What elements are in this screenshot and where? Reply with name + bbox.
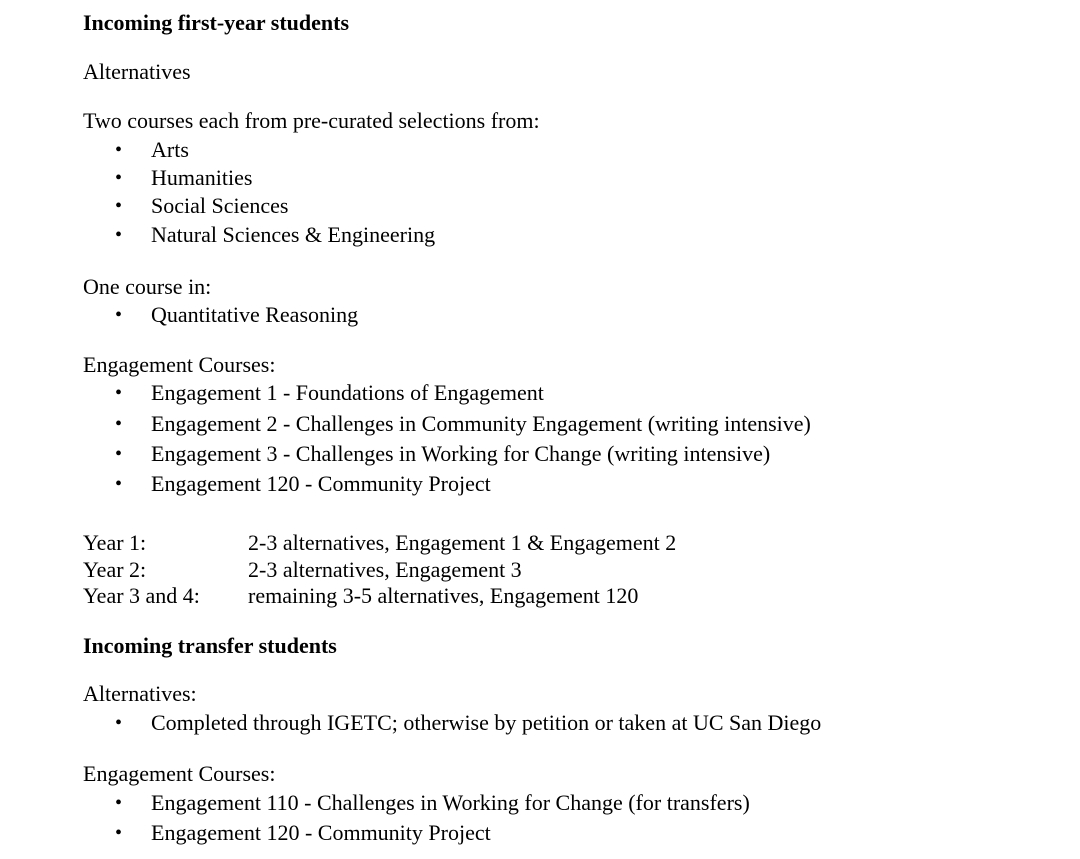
transfer-engagement-item-120: Engagement 120 - Community Project: [151, 820, 491, 845]
transfer-engagement-label: Engagement Courses:: [83, 761, 276, 786]
two-courses-intro: Two courses each from pre-curated selections from:: [83, 108, 540, 133]
area-item-natural-sciences: Natural Sciences & Engineering: [151, 222, 436, 247]
bullet-icon: •: [115, 382, 123, 404]
bullet-icon: •: [115, 139, 123, 161]
transfer-heading: Incoming transfer students: [83, 633, 337, 658]
first-year-heading: Incoming first-year students: [83, 10, 350, 35]
bullet-icon: •: [115, 224, 123, 246]
bullet-icon: •: [115, 822, 123, 844]
engagement-item-1: Engagement 1 - Foundations of Engagement: [151, 380, 544, 405]
area-item-arts: Arts: [151, 137, 189, 162]
bullet-icon: •: [115, 443, 123, 465]
schedule-year-plan: 2-3 alternatives, Engagement 3: [248, 557, 522, 582]
transfer-engagement-item-110: Engagement 110 - Challenges in Working for Change (for transfers): [151, 790, 750, 815]
schedule-year-plan: remaining 3-5 alternatives, Engagement 120: [248, 583, 639, 608]
transfer-alternatives-label: Alternatives:: [83, 681, 197, 706]
schedule-year-plan: 2-3 alternatives, Engagement 1 & Engagement 2: [248, 530, 677, 555]
schedule-year-label: Year 1:: [83, 530, 147, 555]
bullet-icon: •: [115, 712, 123, 734]
bullet-icon: •: [115, 413, 123, 435]
first-year-engagement-label: Engagement Courses:: [83, 352, 276, 377]
schedule-year-label: Year 3 and 4:: [83, 583, 200, 608]
schedule-year-label: Year 2:: [83, 557, 147, 582]
engagement-item-120: Engagement 120 - Community Project: [151, 471, 491, 496]
bullet-icon: •: [115, 473, 123, 495]
area-item-humanities: Humanities: [151, 165, 253, 190]
bullet-icon: •: [115, 304, 123, 326]
bullet-icon: •: [115, 167, 123, 189]
bullet-icon: •: [115, 195, 123, 217]
schedule-row: [83, 530, 983, 556]
quantitative-reasoning-item: Quantitative Reasoning: [151, 302, 359, 327]
schedule-row: [83, 583, 983, 609]
first-year-alternatives-label: Alternatives: [83, 59, 191, 84]
igetc-item: Completed through IGETC; otherwise by petition or taken at UC San Diego: [151, 710, 822, 735]
bullet-icon: •: [115, 792, 123, 814]
area-item-social-sciences: Social Sciences: [151, 193, 289, 218]
engagement-item-2: Engagement 2 - Challenges in Community Engagement (writing intensive): [151, 411, 811, 436]
engagement-item-3: Engagement 3 - Challenges in Working for Change (writing intensive): [151, 441, 771, 466]
one-course-intro: One course in:: [83, 274, 212, 299]
schedule-row: [83, 557, 983, 583]
